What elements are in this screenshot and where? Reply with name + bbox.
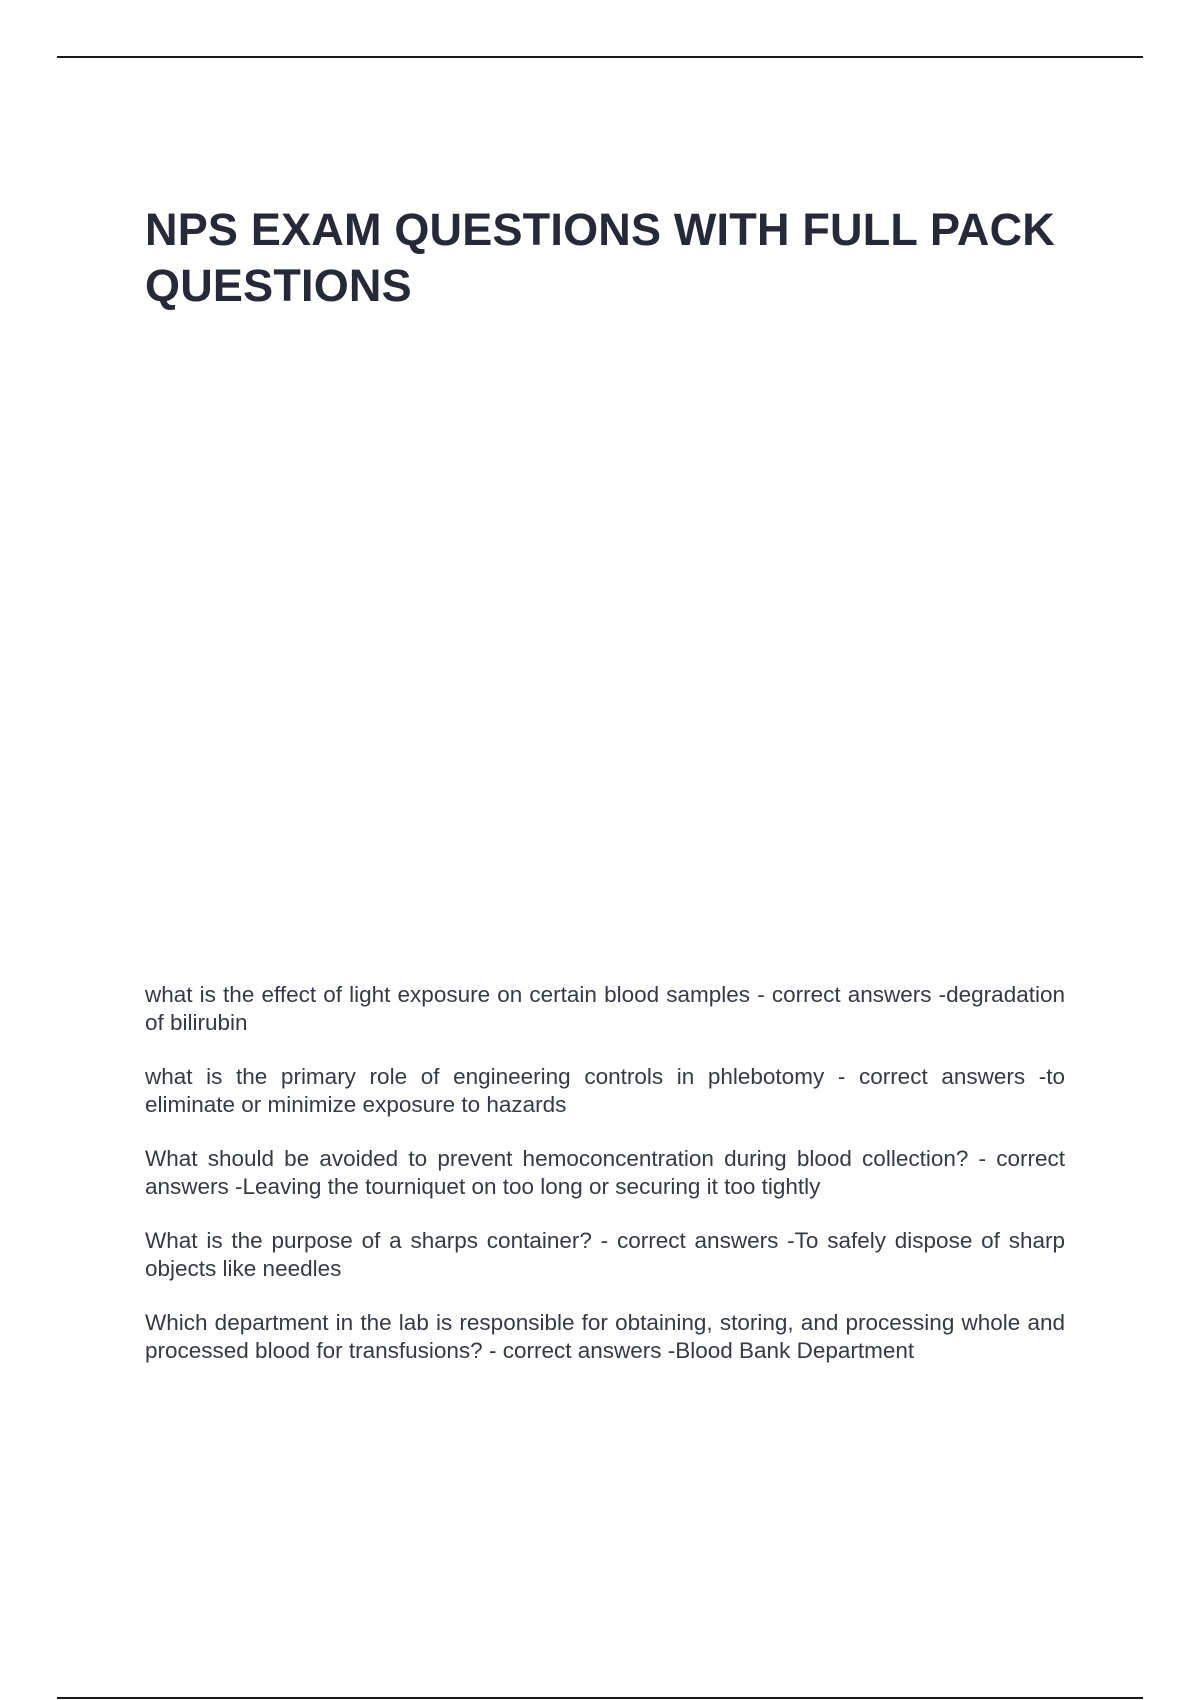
qa-entry: what is the effect of light exposure on certain blood samples - correct answers -degradation of bilirubin [145, 982, 1065, 1035]
top-rule [57, 56, 1143, 58]
document-title: NPS EXAM QUESTIONS WITH FULL PACK QUESTIONS [145, 204, 1055, 311]
bottom-rule [57, 1697, 1143, 1699]
qa-entry: What should be avoided to prevent hemoconcentration during blood collection? - correct answers -Leaving the tourniquet on too long or securing it too tightly [145, 1146, 1065, 1199]
qa-entry: What is the purpose of a sharps container? - correct answers -To safely dispose of sharp objects like needles [145, 1228, 1065, 1281]
qa-entry: Which department in the lab is responsible for obtaining, storing, and processing whole and processed blood for transfusions? - correct answers -Blood Bank Department [145, 1310, 1065, 1363]
qa-entry: what is the primary role of engineering controls in phlebotomy - correct answers -to eliminate or minimize exposure to hazards [145, 1064, 1065, 1117]
qa-list [145, 981, 1065, 1391]
